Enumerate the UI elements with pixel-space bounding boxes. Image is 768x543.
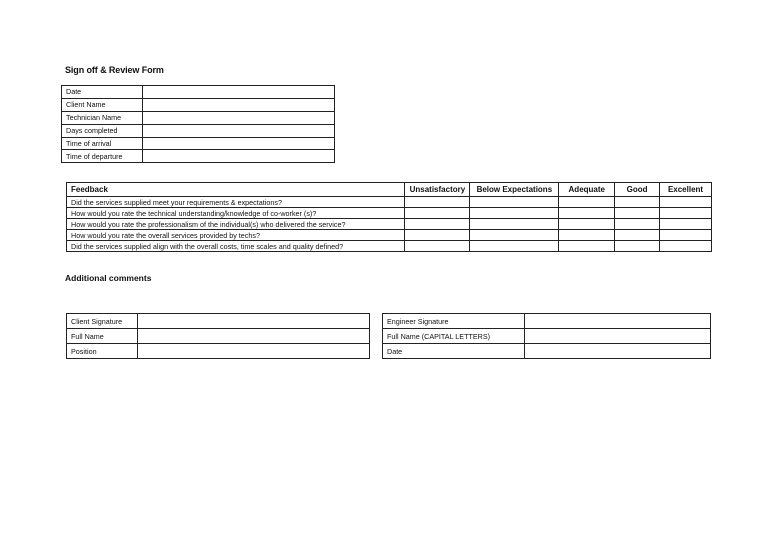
rating-cell-adequate[interactable] <box>559 208 615 219</box>
technician-name-label: Technician Name <box>62 111 143 124</box>
time-of-arrival-label: Time of arrival <box>62 137 143 150</box>
client-signature-label: Client Signature <box>67 314 138 329</box>
table-row <box>67 314 370 329</box>
rating-cell-excellent[interactable] <box>660 241 712 252</box>
date-label: Date <box>62 86 143 99</box>
rating-cell-below-expectations[interactable] <box>470 230 559 241</box>
rating-cell-unsatisfactory[interactable] <box>405 230 470 241</box>
engineer-signature-label: Engineer Signature <box>383 314 525 329</box>
rating-cell-unsatisfactory[interactable] <box>405 241 470 252</box>
table-row <box>67 329 370 344</box>
rating-header-below-expectations: Below Expectations <box>470 183 559 197</box>
days-completed-field[interactable] <box>143 124 335 137</box>
feedback-question: Did the services supplied meet your requirements & expectations? <box>67 197 405 208</box>
rating-cell-unsatisfactory[interactable] <box>405 219 470 230</box>
rating-cell-good[interactable] <box>615 241 660 252</box>
rating-cell-unsatisfactory[interactable] <box>405 197 470 208</box>
engineer-signature-field[interactable] <box>525 314 711 329</box>
time-of-departure-field[interactable] <box>143 150 335 163</box>
rating-cell-adequate[interactable] <box>559 241 615 252</box>
rating-cell-excellent[interactable] <box>660 208 712 219</box>
table-row <box>62 124 335 137</box>
client-signature-table <box>66 313 370 359</box>
technician-name-field[interactable] <box>143 111 335 124</box>
feedback-header-row <box>67 183 712 197</box>
rating-cell-adequate[interactable] <box>559 197 615 208</box>
date-field[interactable] <box>143 86 335 99</box>
feedback-question: How would you rate the professionalism of the individual(s) who delivered the service? <box>67 219 405 230</box>
table-row <box>62 137 335 150</box>
table-row <box>67 197 712 208</box>
rating-cell-below-expectations[interactable] <box>470 197 559 208</box>
client-full-name-field[interactable] <box>138 329 370 344</box>
client-name-label: Client Name <box>62 98 143 111</box>
additional-comments-heading: Additional comments <box>65 273 152 283</box>
rating-cell-unsatisfactory[interactable] <box>405 208 470 219</box>
rating-header-unsatisfactory: Unsatisfactory <box>405 183 470 197</box>
table-row <box>67 344 370 359</box>
engineer-signature-table <box>382 313 711 359</box>
engineer-full-name-label: Full Name (CAPITAL LETTERS) <box>383 329 525 344</box>
rating-header-good: Good <box>615 183 660 197</box>
rating-cell-good[interactable] <box>615 208 660 219</box>
table-row <box>62 98 335 111</box>
client-full-name-label: Full Name <box>67 329 138 344</box>
table-row <box>62 150 335 163</box>
table-row <box>67 219 712 230</box>
rating-cell-excellent[interactable] <box>660 219 712 230</box>
table-row <box>383 329 711 344</box>
rating-cell-below-expectations[interactable] <box>470 241 559 252</box>
rating-cell-below-expectations[interactable] <box>470 208 559 219</box>
table-row <box>67 230 712 241</box>
table-row <box>67 208 712 219</box>
days-completed-label: Days completed <box>62 124 143 137</box>
rating-cell-adequate[interactable] <box>559 219 615 230</box>
table-row <box>62 111 335 124</box>
rating-cell-excellent[interactable] <box>660 197 712 208</box>
feedback-question: How would you rate the technical understanding/knowledge of co-worker (s)? <box>67 208 405 219</box>
rating-cell-adequate[interactable] <box>559 230 615 241</box>
table-row <box>383 344 711 359</box>
feedback-question: How would you rate the overall services provided by techs? <box>67 230 405 241</box>
job-info-table <box>61 85 335 163</box>
rating-cell-good[interactable] <box>615 197 660 208</box>
engineer-full-name-field[interactable] <box>525 329 711 344</box>
client-position-label: Position <box>67 344 138 359</box>
client-position-field[interactable] <box>138 344 370 359</box>
time-of-arrival-field[interactable] <box>143 137 335 150</box>
rating-cell-below-expectations[interactable] <box>470 219 559 230</box>
table-row <box>67 241 712 252</box>
rating-header-adequate: Adequate <box>559 183 615 197</box>
form-title: Sign off & Review Form <box>65 65 164 75</box>
engineer-date-field[interactable] <box>525 344 711 359</box>
rating-header-excellent: Excellent <box>660 183 712 197</box>
rating-cell-good[interactable] <box>615 219 660 230</box>
time-of-departure-label: Time of departure <box>62 150 143 163</box>
client-signature-field[interactable] <box>138 314 370 329</box>
table-row <box>62 86 335 99</box>
feedback-question: Did the services supplied align with the overall costs, time scales and quality defined? <box>67 241 405 252</box>
client-name-field[interactable] <box>143 98 335 111</box>
rating-cell-good[interactable] <box>615 230 660 241</box>
table-row <box>383 314 711 329</box>
feedback-header: Feedback <box>67 183 405 197</box>
feedback-table <box>66 182 712 252</box>
engineer-date-label: Date <box>383 344 525 359</box>
rating-cell-excellent[interactable] <box>660 230 712 241</box>
